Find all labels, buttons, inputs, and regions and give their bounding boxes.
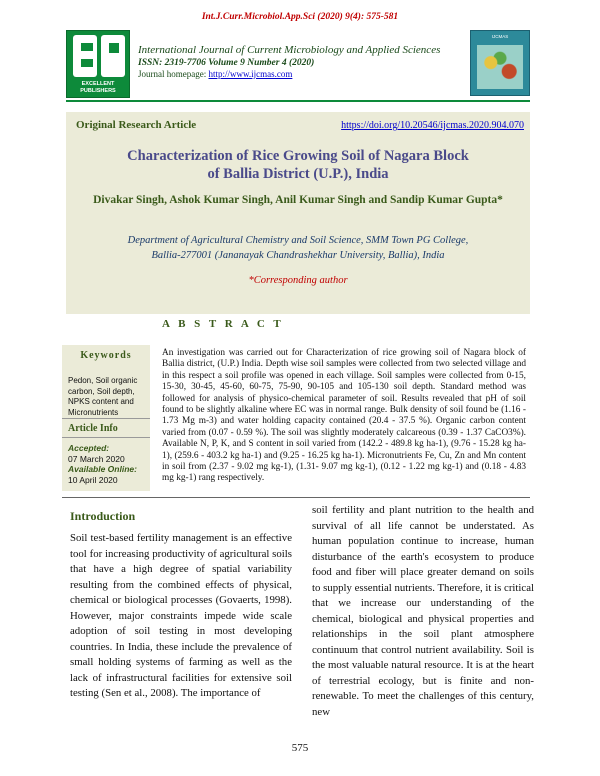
affiliation [66,233,530,263]
online-label: Available Online: [68,464,137,474]
abstract-heading: A B S T R A C T [162,318,284,330]
doi-link[interactable]: https://doi.org/10.20546/ijcmas.2020.904.070 [341,120,524,131]
divider [62,418,150,419]
accepted-label: Accepted: [68,443,110,453]
introduction-column-2: soil fertility and plant nutrition to the health and survival of all life cannot be understated. As human population continue to increase, human disturbance of the earth's ecosystem to produce food and fiber will place greater demand on soils to supply essential nutrients. Therefore, it is critical that we increase our understanding of the chemical, biological and physical properties and relationships in the soil plant atmosphere continuum that control nutrient availability. Soil is the most valuable natural resource. It is at the heart of terrestrial ecology, but is finite and non-renewable. To meet the challenges of this century, new [312,504,534,718]
journal-cover-image [470,30,530,96]
keywords-heading: Keywords [80,350,132,361]
journal-issn: ISSN: 2319-7706 Volume 9 Number 4 (2020) [138,58,315,68]
online-date: 10 April 2020 [68,474,118,485]
introduction-heading: Introduction [70,509,136,523]
affiliation-line-1: Department of Agricultural Chemistry and Soil Science, SMM Town PG College, [127,235,469,246]
keywords-list: Pedon, Soil organic carbon, Soil depth, NPKS content and Micronutrients [68,376,138,417]
homepage-link[interactable]: http://www.ijcmas.com [208,69,293,79]
logo-text: EXCELLENT PUBLISHERS [80,81,116,94]
corresponding-author: *Corresponding author [248,275,348,286]
cover-title: IJCMAS [491,34,509,39]
journal-title: International Journal of Current Microbiology and Applied Sciences [138,44,441,56]
cover-illustration [477,45,523,89]
abstract-text: An investigation was carried out for Characterization of rice growing soil of Nagara block of Ballia district, (U.P.) India. Depth wise soil samples were collected from two selected village and in this respect a soil profile was opened in each village. Soil samples were collected from 0-15, 15-30, 30-45, 45-60, 60-75, 75-90, 90-105 and 105-130 soil depth. Standard method was followed for analysis of physico-chemical parameter of soil. Results revealed that pH of soil found to be slightly alkaline where EC was in normal range. Bulk density of soil found be (1.16 - 1.73 Mg m-3) and water holding capacity contained (20.4 - 37.5 %). Organic carbon content varied from (0.07 - 0.59 %). The soil was slightly moderately calcareous (0.39 - 1.37 CaCO3%). Available N, P, K, and S content in soil varied from (142.2 - 489.8 kg ha-1), (9.76 - 15.28 kg ha-1), (259.6 - 403.2 kg ha-1) and (9.25 - 16.25 kg ha-1). Micronutrients Fe, Cu, Zn and Mn content in soil from (2.37 - 9.02 mg kg-1), (1.31- 9.07 mg kg-1), (0.12 - 1.22 mg kg-1) and (0.18 - 4.83 mg kg-1) rang respectively. [162,348,526,484]
article-type: Original Research Article [76,119,197,131]
title-line-1: Characterization of Rice Growing Soil of Nagara Block [127,148,469,164]
abstract-divider [62,497,530,498]
header-divider [66,100,530,102]
logo-letter-p [101,35,125,77]
journal-header [138,30,460,98]
journal-homepage [138,69,460,79]
authors: Divakar Singh, Ashok Kumar Singh, Anil Kumar Singh and Sandip Kumar Gupta* [93,194,503,206]
page-number: 575 [291,742,309,754]
homepage-label: Journal homepage: [138,69,209,79]
journal-reference: Int.J.Curr.Microbiol.App.Sci (2020) 9(4): 575-581 [201,12,399,22]
publisher-logo [66,30,130,98]
introduction-column-1: Soil test-based fertility management is an effective tool for increasing productivity of agricultural soils that have a high degree of spatial variability resulting from the combined effects of physical, chemical or biological processes (Govaerts, 1998). However, major constraints impede wide scale adoption of soil testing in most developing countries. In India, these include the prevalence of small holding systems of farming as well as the lack of infrastructural facilities for extensive soil testing (Sen et al., 2008). The importance of [70,532,292,699]
affiliation-line-2: Ballia-277001 (Jananayak Chandrashekhar University, Ballia), India [151,250,445,261]
title-line-2: of Ballia District (U.P.), India [207,166,389,182]
article-info-heading: Article Info [68,423,118,434]
accepted-date: 07 March 2020 [68,453,125,464]
divider [62,437,150,438]
paper-title [66,147,530,183]
article-dates [68,443,148,485]
logo-letter-e [73,35,97,77]
